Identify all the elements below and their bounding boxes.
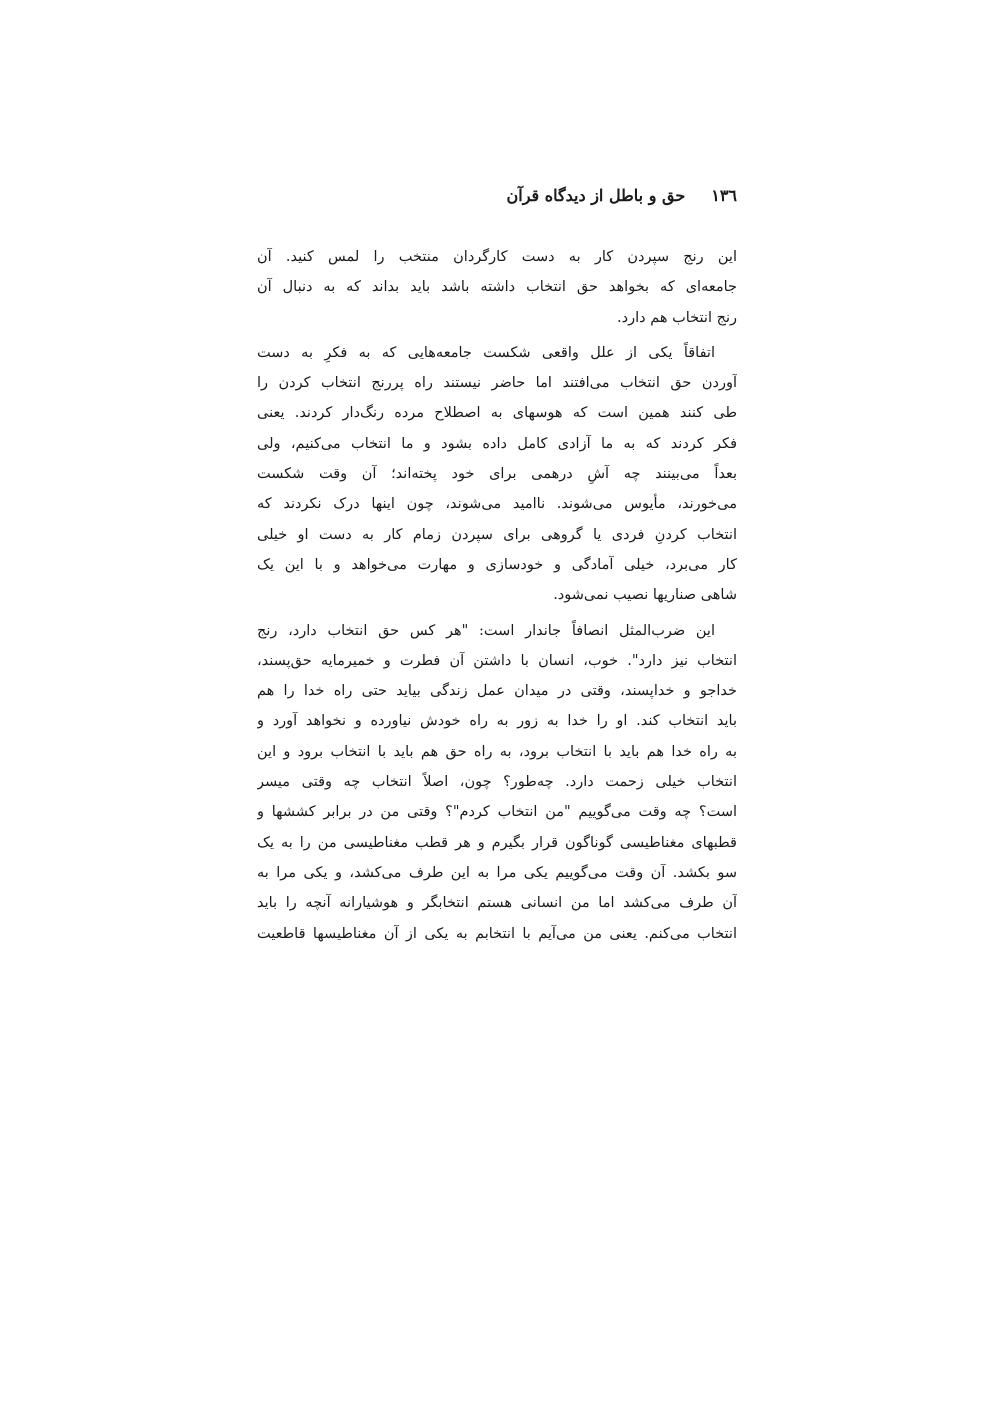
text-line: می‌خورند، مأیوس می‌شوند. ناامید می‌شوند، چون اینها درک نکردند که (257, 496, 737, 513)
book-title: حق و باطل از دیدگاه قرآن (506, 186, 686, 205)
text-line: باید انتخاب کند. او را خدا به زور به راه خودش نیاورده و نخواهد آورد و (257, 713, 737, 730)
text-line: آن طرف می‌کشد اما من انسانی هستم انتخابگر و هوشیارانه آنچه را باید (257, 895, 737, 912)
text-line: این ضرب‌المثل انصافاً جاندار است: "هر کس حق انتخاب دارد، رنج (257, 622, 715, 639)
page-number: ١٣٦ (711, 186, 737, 205)
text-line: انتخاب می‌کنم. یعنی من می‌آیم با انتخابم به یکی از آن مغناطیسها قاطعیت (257, 925, 737, 942)
text-line: فکر کردند که به ما آزادی کامل داده بشود و ما انتخاب می‌کنیم، ولی (257, 435, 737, 452)
paragraph-2 (257, 338, 737, 611)
paragraph-1 (257, 242, 737, 333)
text-line: خداجو و خداپسند، وقتی در میدان عمل زندگی بیاید حتی راه خدا را هم (257, 683, 737, 700)
text-line: قطبهای مغناطیسی گوناگون قرار بگیرم و هر قطب مغناطیسی من را به یک (257, 834, 737, 851)
text-line: انتخاب کردنِ فردی یا گروهی برای سپردن زمام کار به دست او خیلی (257, 526, 737, 543)
text-line: شاهی صناریها نصیب نمی‌شود. (553, 587, 737, 604)
running-head (257, 186, 737, 205)
text-line: رنج انتخاب هم دارد. (617, 309, 737, 326)
text-line: طی کنند همین است که هوسهای به اصطلاح مرده رنگ‌دار کردند. یعنی (257, 405, 737, 422)
text-line: بعداً می‌بینند چه آشِ درهمی برای خود پخته‌اند؛ آن وقت شکست (257, 466, 737, 483)
paragraph-3 (257, 616, 737, 949)
text-line: انتخاب نیز دارد". خوب، انسان با داشتن آن فطرت و خمیرمایه حق‌پسند، (257, 652, 737, 669)
text-line: آوردن حق انتخاب می‌افتند اما حاضر نیستند راه پررنج انتخاب کردن را (257, 375, 737, 392)
text-line: انتخاب خیلی زحمت دارد. چه‌طور؟ چون، اصلاً انتخاب چه وقتی میسر (257, 774, 737, 791)
text-line: جامعه‌ای که بخواهد حق انتخاب داشته باشد باید بداند که به دنبال آن (257, 279, 737, 296)
text-line: است؟ چه وقت می‌گوییم "من انتخاب کردم"؟ وقتی من در برابر کششها و (257, 804, 737, 821)
body-text (257, 242, 737, 949)
book-page (257, 0, 737, 1403)
text-line: سو بکشد. آن وقت می‌گوییم یکی مرا به این طرف می‌کشد، و یکی مرا به (257, 864, 737, 881)
text-line: این رنج سپردن کار به دست کارگردان منتخب را لمس کنید. آن (257, 249, 737, 265)
text-line: به راه خدا هم باید با انتخاب برود، به راه حق هم باید با انتخاب برود و این (257, 743, 737, 760)
text-line: کار می‌برد، خیلی آمادگی و خودسازی و مهارت می‌خواهد و با این یک (257, 556, 737, 573)
text-line: اتفاقاً یکی از علل واقعی شکست جامعه‌هایی که به فکرِ به دست (257, 344, 715, 361)
